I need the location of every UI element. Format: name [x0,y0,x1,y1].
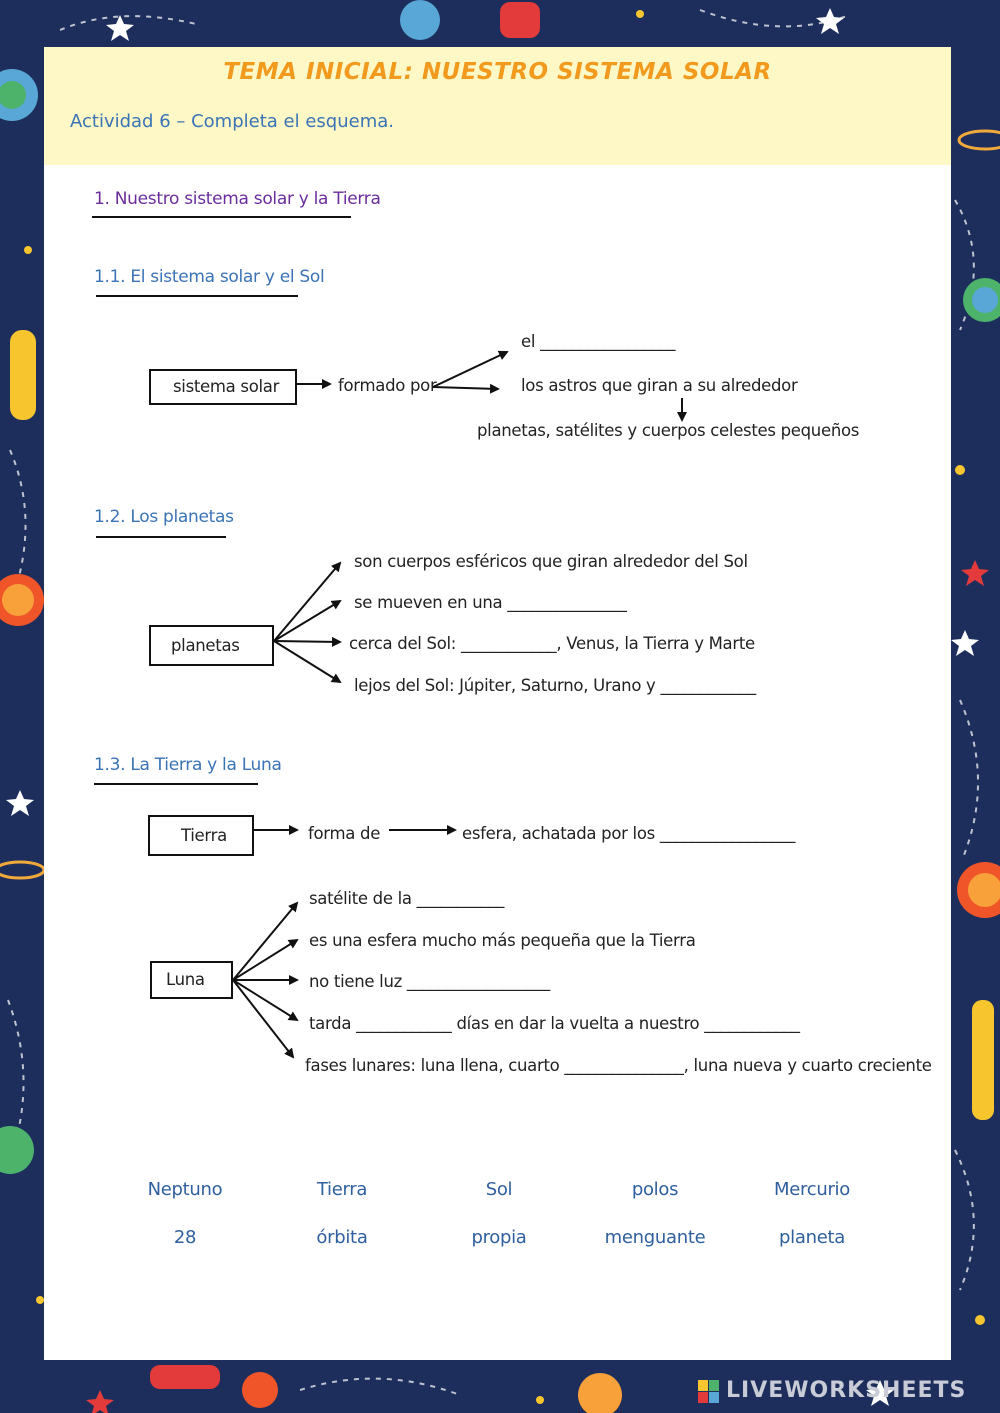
worksheet-title: TEMA INICIAL: NUESTRO SISTEMA SOLAR [223,59,772,85]
planetas-item-2[interactable]: se mueven en una _______________ [354,593,627,612]
section-1-1-title: 1.1. El sistema solar y el Sol [94,267,325,287]
luna-box: Luna [150,961,233,999]
luna-item-4[interactable]: tarda ____________ días en dar la vuelta a nuestro ____________ [309,1014,800,1033]
word-bank-item[interactable]: Neptuno [147,1179,223,1200]
forma-de-label: forma de [308,824,381,843]
esfera-achatada-line[interactable]: esfera, achatada por los _________________ [462,824,796,843]
formado-por-label: formado por [338,376,437,395]
word-bank-item[interactable]: Mercurio [774,1179,850,1200]
section-1-title: 1. Nuestro sistema solar y la Tierra [94,189,381,209]
section-1-3-title: 1.3. La Tierra y la Luna [94,755,282,775]
liveworksheets-logo-icon [698,1380,720,1404]
word-bank-item[interactable]: planeta [779,1227,845,1248]
planetas-item-1: son cuerpos esféricos que giran alrededor del Sol [354,552,748,571]
liveworksheets-brand: LIVEWORKSHEETS [726,1378,967,1403]
tierra-box: Tierra [148,815,254,856]
section-1-underline [92,216,351,218]
section-1-3-underline [94,783,258,785]
word-bank-item[interactable]: Tierra [316,1179,368,1200]
header-band [44,47,951,165]
word-bank-item[interactable]: menguante [604,1227,706,1248]
planetas-satelites-label: planetas, satélites y cuerpos celestes pequeños [477,421,860,440]
planetas-item-4[interactable]: lejos del Sol: Júpiter, Saturno, Urano y ____________ [354,676,756,695]
word-bank-item[interactable]: órbita [316,1227,368,1248]
luna-item-5[interactable]: fases lunares: luna llena, cuarto _______________, luna nueva y cuarto creciente [305,1056,932,1075]
word-bank-item[interactable]: Sol [485,1179,513,1200]
luna-item-2: es una esfera mucho más pequeña que la Tierra [309,931,696,950]
section-1-1-underline [96,295,298,297]
word-bank-item[interactable]: 28 [173,1227,197,1248]
activity-instruction: Actividad 6 – Completa el esquema. [70,111,394,132]
luna-item-3[interactable]: no tiene luz __________________ [309,972,551,991]
planetas-box: planetas [149,625,274,666]
section-1-2-underline [96,536,226,538]
section-1-2-title: 1.2. Los planetas [94,507,234,527]
astros-label: los astros que giran a su alrededor [521,376,798,395]
sistema-solar-box: sistema solar [149,369,297,405]
luna-item-1[interactable]: satélite de la ___________ [309,889,505,908]
el-blank-line[interactable]: el _________________ [521,332,676,351]
word-bank-item[interactable]: propia [471,1227,527,1248]
worksheet-page [44,47,951,1360]
word-bank-item[interactable]: polos [631,1179,679,1200]
planetas-item-3[interactable]: cerca del Sol: ____________, Venus, la Tierra y Marte [349,634,755,653]
